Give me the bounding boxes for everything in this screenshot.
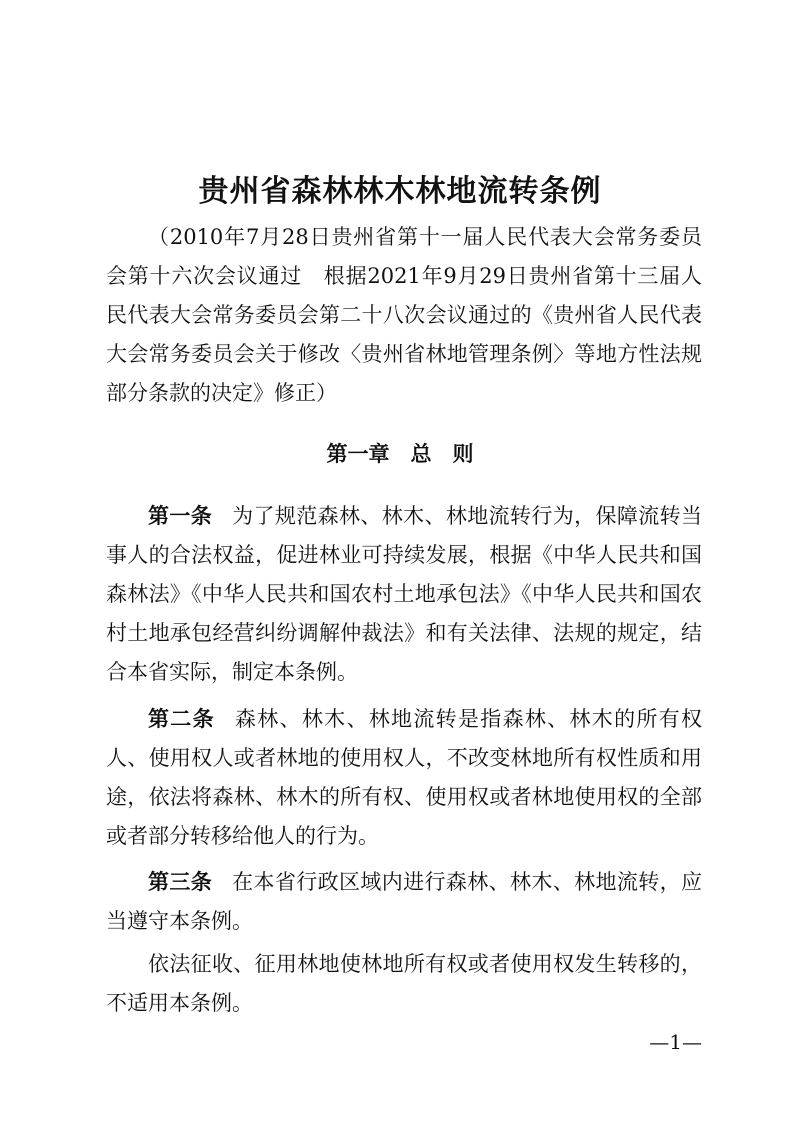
article-1-text: 为了规范森林、林木、林地流转行为，保障流转当事人的合法权益，促进林业可持续发展，根据《中华人民共和国森林法》《中华人民共和国农村土地承包法》《中华人民共和国农村土地承包经营纠纷调解仲裁法》和有关法律、法规的规定，结合本省实际，制定本条例。 — [106, 504, 702, 684]
document-subtitle: （2010年7月28日贵州省第十一届人民代表大会常务委员会第十六次会议通过 根据2021年9月29日贵州省第十三届人民代表大会常务委员会第二十八次会议通过的《贵州省人民代表大会常务委员会关于修改〈贵州省林地管理条例〉等地方性法规部分条款的决定》修正） — [106, 225, 702, 405]
article-1 — [106, 497, 702, 692]
page-number: —1— — [649, 1030, 702, 1054]
article-2-text: 森林、林木、林地流转是指森林、林木的所有权人、使用权人或者林地的使用权人，不改变林地所有权性质和用途，依法将森林、林木的所有权、使用权或者林地使用权的全部或者部分转移给他人的行为。 — [106, 707, 703, 848]
document-title: 贵州省森林林木林地流转条例 — [198, 174, 602, 209]
article-3 — [106, 863, 702, 941]
article-3-text: 在本省行政区域内进行森林、林木、林地流转，应当遵守本条例。 — [106, 870, 702, 933]
article-1-number: 第一条 — [148, 504, 213, 528]
article-3-number: 第三条 — [148, 870, 213, 894]
article-2-number: 第二条 — [148, 707, 215, 731]
article-3-paragraph-2: 依法征收、征用林地使林地所有权或者使用权发生转移的，不适用本条例。 — [106, 952, 702, 1015]
article-2 — [106, 700, 702, 856]
chapter-title: 第一章 总 则 — [326, 442, 474, 466]
